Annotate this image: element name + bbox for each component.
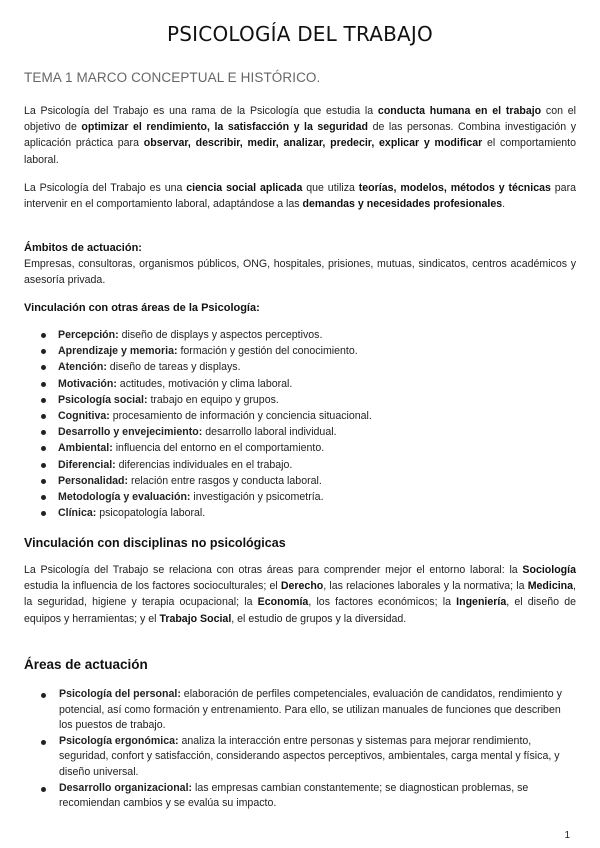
list-item: Personalidad: relación entre rasgos y conducta laboral. xyxy=(24,473,576,489)
list-item: Ambiental: influencia del entorno en el comportamiento. xyxy=(24,440,576,456)
topic-subtitle: TEMA 1 MARCO CONCEPTUAL E HISTÓRICO. xyxy=(24,70,321,85)
list-item: Percepción: diseño de displays y aspectos perceptivos. xyxy=(24,327,576,343)
list-item: Psicología del personal: elaboración de perfiles competenciales, evaluación de candidatos, rendimiento y potencial, así como formación y entrenamiento. Para ello, se utilizan manuales de funciones que describen los puestos de trabajo. xyxy=(24,687,576,734)
intro-paragraph: La Psicología del Trabajo es una rama de la Psicología que estudia la conducta humana en el trabajo con el objetivo de optimizar el rendimiento, la satisfacción y la seguridad de las personas. Combina investigación y aplicación práctica para observar, describir, medir, analizar, predecir, explicar y modificar el comportamiento laboral. xyxy=(24,105,577,166)
page-number: 1 xyxy=(564,830,570,841)
vinculacion-psicologia-list xyxy=(24,327,576,521)
list-item: Metodología y evaluación: investigación y psicometría. xyxy=(24,489,576,505)
list-item: Psicología social: trabajo en equipo y grupos. xyxy=(24,392,576,408)
list-item: Cognitiva: procesamiento de información y conciencia situacional. xyxy=(24,408,576,424)
list-item: Desarrollo organizacional: las empresas cambian constantemente; se diagnostican problemas, se recomiendan cambios y se evalúa su impacto. xyxy=(24,781,576,812)
list-item: Diferencial: diferencias individuales en el trabajo. xyxy=(24,457,576,473)
ambitos-heading: Ámbitos de actuación: xyxy=(24,242,142,254)
list-item: Psicología ergonómica: analiza la interacción entre personas y sistemas para mejorar rendimiento, seguridad, confort y satisfacción, considerando aspectos perceptivos, ambientales, carga mental y física, y diseño universal. xyxy=(24,734,576,781)
list-item: Clínica: psicopatología laboral. xyxy=(24,505,576,521)
vinculacion-psicologia-heading: Vinculación con otras áreas de la Psicología: xyxy=(24,302,260,314)
list-item: Desarrollo y envejecimiento: desarrollo laboral individual. xyxy=(24,424,576,440)
list-item: Atención: diseño de tareas y displays. xyxy=(24,359,576,375)
document-title: PSICOLOGÍA DEL TRABAJO xyxy=(167,22,433,46)
ambitos-text: Empresas, consultoras, organismos públicos, ONG, hospitales, prisiones, mutuas, sindicatos, centros académicos y asesoría privada. xyxy=(24,258,576,287)
areas-actuacion-heading: Áreas de actuación xyxy=(24,657,148,672)
areas-actuacion-list xyxy=(24,687,576,812)
vinculacion-disciplinas-paragraph: La Psicología del Trabajo se relaciona con otras áreas para comprender mejor el entorno laboral: la Sociología estudia la influencia de los factores socioculturales; el Derecho, las relaciones laborales y la normativa; la Medicina, la seguridad, higiene y terapia ocupacional; la Economía, los factores económicos; la Ingeniería, el diseño de equipos y herramientas; y el Trabajo Social, el estudio de grupos y la diversidad. xyxy=(24,564,576,625)
list-item: Motivación: actitudes, motivación y clima laboral. xyxy=(24,376,576,392)
definition-paragraph: La Psicología del Trabajo es una ciencia social aplicada que utiliza teorías, modelos, métodos y técnicas para intervenir en el comportamiento laboral, adaptándose a las demandas y necesidades profesionales. xyxy=(24,182,576,211)
list-item: Aprendizaje y memoria: formación y gestión del conocimiento. xyxy=(24,343,576,359)
vinculacion-disciplinas-heading: Vinculación con disciplinas no psicológicas xyxy=(24,536,286,550)
